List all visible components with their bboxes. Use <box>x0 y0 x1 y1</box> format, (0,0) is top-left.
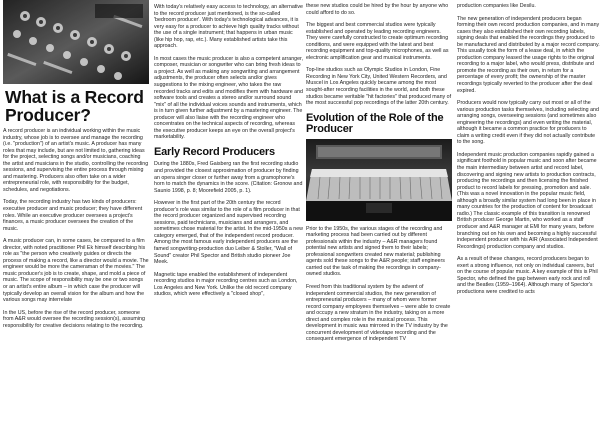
paragraph: As a result of these changes, record producers began to exert a strong influence, not only on individual careers, but on the course of popular music. A key example of this is Phil Spector, who defined the gap between early rock and roll and the Beatles (1959–1964). Although many of Spector's productions were credited to acts <box>457 256 598 295</box>
paragraph: However in the first part of the 20th century the record producer's role was similar to the role of a film producer in that the record producer organized and supervised recording sessions, paid technicians, musicians and arrangers, and sometimes chose material for the artist. In the mid-1950s a new category emerged, that of the independent record producer. Among the most famous early independent producers are the famed songwriting-production duo Leiber & Stoller, "Wall of Sound" creator Phil Spector and British studio pioneer Joe Meek. <box>154 200 303 266</box>
paragraph: these new studios could be hired by the hour by anyone who could afford to do so. <box>306 3 449 16</box>
column-4 <box>457 3 600 424</box>
column-1 <box>3 0 149 424</box>
paragraph: In the US, before the rise of the record producer, someone from A&R would oversee the recording session(s), assuming responsibility for creative decisions relating to the recording. <box>3 309 145 329</box>
paragraph: A music producer can, in some cases, be compared to a film director, with noted practitioner Phil Ek himself describing his role as "the person who creatively guides or directs the process of making a record, like a director would a movie. The engineer would be more the cameraman of the movies." The music producer's job is to create, shape, and mold a piece of music. The scope of responsibility may be one or two songs or an artist's entire album – in which case the producer will typically develop an overall vision for the album and how the various songs may interrelate <box>3 238 149 304</box>
page-title: What is a Record Producer? <box>5 87 144 125</box>
paragraph: During the 1880s, Fred Gaisberg ran the first recording studio and provided the closest approximation of producer by finding an opera singer closer or further away from a gramophone's horn to match the dynamics in the score. (Citation: Gronow and Saunio 1998, p. 8; Moorefield 2005, p. 1). <box>154 161 303 194</box>
paragraph: production companies like Desilu. <box>457 3 536 9</box>
paragraph: A record producer is an individual working within the music industry, whose job is to oversee and manage the recording (i.e. "production") of an artist's music. A producer has many roles that may include, but are not limited to, gathering ideas for the project, selecting songs and/or musicians, coaching the artist and musicians in the studio, controlling the recording sessions, and supervising the entire process through mixing and mastering. Producers also often take on a wider entrepreneurial role, with responsibility for the budget, schedules, and negotiations. <box>3 128 149 193</box>
paragraph: Top-line studios such as Olympic Studios in London, Fine Recording in New York City, United Western Recorders, and Muscel in Los Angeles quickly became among the most sought-after recording facilities in the world, and both these studios became veritable "hit factories" that produced many of the most successful pop recordings of the latter 20th century. <box>306 67 452 107</box>
paragraph: The new generation of independent producers began forming their own record production companies, and in many cases they also established their own recording labels, signing deals that enabled the recordings they produced to be manufactured and distributed by a major record company. This usually took the form of a lease deal, in which the production company leased the usage rights to the original recording to a major label, who would press, distribute and promote the recording as their own, in return for a percentage of every profit; the ownership of the master recordings typically reverted to the producer after the deal expired. <box>457 15 600 94</box>
paragraph: The biggest and best commercial studios were typically established and operated by leading recording engineers. They were carefully constructed to create optimum recording conditions, and were equipped with the latest and best recording equipment and top-quality microphones, as well as electronic amplification gear and musical instruments. <box>306 22 449 61</box>
paragraph: Magnetic tape enabled the establishment of independent recording studios in major recording centres such as London, Los Angeles and New York. Unlike the old record company studios, which were effectively a "closed shop", <box>154 271 298 298</box>
mixing-console-photo <box>3 0 149 84</box>
paragraph: With today's relatively easy access to technology, an alternative to the record producer just mentioned, is the so-called 'bedroom producer'. With today's technological advances, it is very easy for a producer to achieve high quality tracks without the use of a single instrument; that happens in urban music (like hip hop, rap, etc.). Many established artists take this approach. <box>154 4 303 50</box>
paragraph: Producers would now typically carry out most or all of the various production tasks themselves, including selecting and arranging songs, overseeing sessions (and sometimes also engineering the recordings) and even writing the material, although it became a common practice for producers to claim a writing credit even if they did not actually contribute to the song. <box>457 100 599 146</box>
paragraph: Freed from this traditional system by the advent of independent commercial studios, the new generation of entrepreneurial producers – many of whom were former record company employees themselves – were able to create and occupy a new stratum in the industry, taking on a more direct and complex role in the musical process. This development in music was mirrored in the TV industry by the concurrent development of videotape recording and the consequent emergence of independent TV <box>306 284 451 343</box>
column-3 <box>306 3 453 424</box>
studio-desk-photo <box>306 139 452 221</box>
paragraph: In most cases the music producer is also a competent arranger, composer, musician or songwriter who can bring fresh ideas to a project. As well as making any songwriting and arrangement adjustments, the producer often selects and/or gives suggestions to the mixing engineer, who takes the raw recorded tracks and edits and modifies them with hardware and software tools and creates a stereo and/or surround sound "mix" of all the individual voices sounds and instruments, which is in turn given further adjustment by a mastering engineer. The producer will also liaise with the recording engineer who concentrates on the technical aspects of recording, whereas the executive producer keeps an eye on the overall project's marketability. <box>154 55 303 141</box>
column-2 <box>154 4 303 424</box>
paragraph: Today, the recording industry has two kinds of producers: executive producer and music producer; they have different roles. While an executive producer oversees a project's finances, a music producer oversees the creation of the music. <box>3 199 143 232</box>
paragraph: Prior to the 1950s, the various stages of the recording and marketing process had been carried out by different professionals within the industry – A&R managers found potential new artists and signed them to their labels; professional songwriters created new material; publishing agents sold these songs to the A&R people; staff engineers carried out the task of making the recordings in company-owned studios. <box>306 225 445 278</box>
paragraph: Independent music production companies rapidly gained a significant foothold in popular music and soon after became the main intermediary between artist and record label, discovering and signing new artists to production contracts, producing the recordings and then licensing the finished product to record labels for pressing, promotion and sale. (This was a novel innovation in the popular music field, although a broadly similar system had long been in place in many countries for the production of content for broadcast radio.) The classic example of this transition is renowned British producer George Martin, who worked as a staff producer and A&R manager at EMI for many years, before branching out on his own and becoming a highly successful independent producer with his AIR (Associated Independent Recordings) production company and studios. <box>457 151 598 250</box>
section-heading-evolution: Evolution of the Role of the Producer <box>306 111 444 136</box>
section-heading-early-producers: Early Record Producers <box>154 145 275 158</box>
